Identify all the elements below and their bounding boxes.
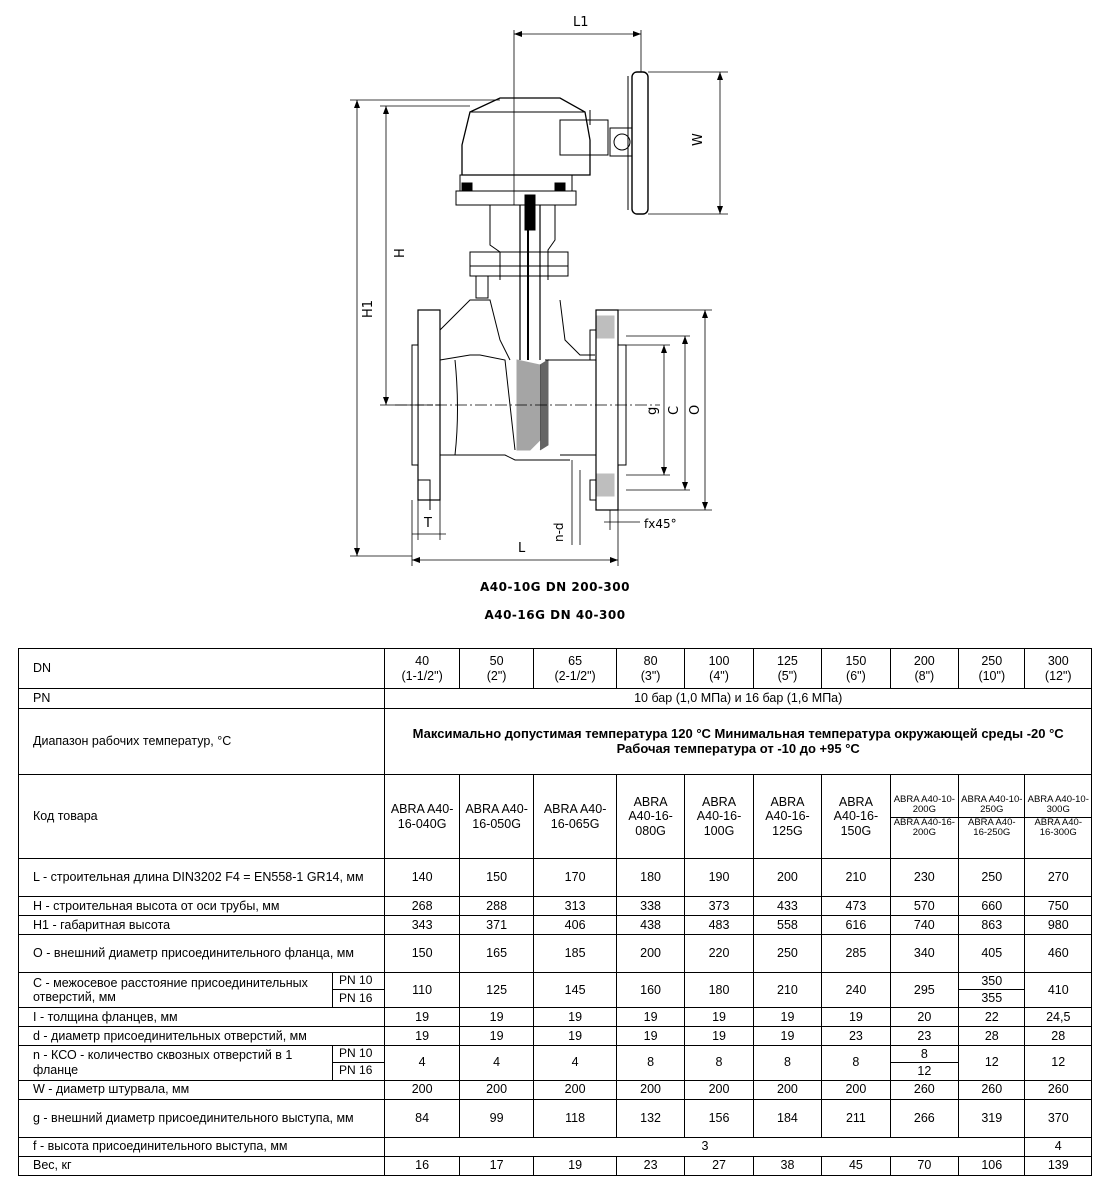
code-cell: ABRA A40-16-080G xyxy=(616,775,684,859)
row-label: H1 - габаритная высота xyxy=(19,916,385,935)
pn10-label: PN 10 xyxy=(333,973,385,990)
value-cell: 184 xyxy=(753,1099,821,1137)
value-cell: 118 xyxy=(534,1099,617,1137)
value-cell: 200 xyxy=(822,1080,890,1099)
code-cell: ABRA A40-16-125G xyxy=(753,775,821,859)
value-cell: 24,5 xyxy=(1025,1007,1092,1026)
value-cell: 139 xyxy=(1025,1156,1092,1175)
value-cell: 19 xyxy=(534,1156,617,1175)
value-cell: 180 xyxy=(685,973,753,1008)
value-cell: 200 xyxy=(616,935,684,973)
value-cell: 150 xyxy=(385,935,459,973)
value-cell: 343 xyxy=(385,916,459,935)
value-cell: 140 xyxy=(385,859,459,897)
dn-cell: 125 (5") xyxy=(753,649,821,689)
dn-cell: 200 (8") xyxy=(890,649,958,689)
code-cell: ABRA A40-16-100G xyxy=(685,775,753,859)
label-l1: L1 xyxy=(573,15,589,30)
code-cell-split: ABRA A40-10-250G ABRA A40-16-250G xyxy=(959,775,1025,859)
value-cell: 740 xyxy=(890,916,958,935)
value-cell: 16 xyxy=(385,1156,459,1175)
pn16-label: PN 16 xyxy=(333,1063,385,1080)
label-h1: H1 xyxy=(361,299,376,318)
value-cell: 125 xyxy=(459,973,533,1008)
value-cell: 12 xyxy=(890,1063,958,1080)
value-cell: 268 xyxy=(385,897,459,916)
value-cell: 106 xyxy=(959,1156,1025,1175)
value-cell: 19 xyxy=(459,1007,533,1026)
pn10-label: PN 10 xyxy=(333,1045,385,1062)
row-label: W - диаметр штурвала, мм xyxy=(19,1080,385,1099)
value-cell: 20 xyxy=(890,1007,958,1026)
value-cell: 483 xyxy=(685,916,753,935)
value-cell: 19 xyxy=(753,1007,821,1026)
label-f: fx45° xyxy=(644,517,677,531)
value-cell: 355 xyxy=(959,990,1025,1007)
caption-line-1: A40-10G DN 200-300 xyxy=(480,580,630,594)
value-cell: 410 xyxy=(1025,973,1092,1008)
row-label: d - диаметр присоединительных отверстий, мм xyxy=(19,1026,385,1045)
value-cell: 266 xyxy=(890,1099,958,1137)
dn-cell: 50 (2") xyxy=(459,649,533,689)
value-cell: 19 xyxy=(685,1026,753,1045)
value-cell: 200 xyxy=(459,1080,533,1099)
value-cell: 200 xyxy=(616,1080,684,1099)
value-cell: 340 xyxy=(890,935,958,973)
value-cell: 19 xyxy=(753,1026,821,1045)
value-cell: 350 xyxy=(959,973,1025,990)
label-h: H xyxy=(393,248,408,258)
row-f xyxy=(19,1137,1092,1156)
value-cell: 295 xyxy=(890,973,958,1008)
value-cell: 200 xyxy=(685,1080,753,1099)
value-cell: 473 xyxy=(822,897,890,916)
value-cell: 200 xyxy=(753,859,821,897)
row-label: Вес, кг xyxy=(19,1156,385,1175)
value-cell: 170 xyxy=(534,859,617,897)
code-cell: ABRA A40-16-150G xyxy=(822,775,890,859)
value-cell: 4 xyxy=(385,1045,459,1080)
temp-value: Максимально допустимая температура 120 °С Минимальная температура окружающей среды -20 °С Рабочая температура от -10 до +95 °С xyxy=(385,709,1092,775)
value-cell: 438 xyxy=(616,916,684,935)
value-cell: 260 xyxy=(890,1080,958,1099)
dn-cell: 80 (3") xyxy=(616,649,684,689)
value-cell: 250 xyxy=(959,859,1025,897)
value-cell: 180 xyxy=(616,859,684,897)
dn-cell: 100 (4") xyxy=(685,649,753,689)
row-O xyxy=(19,935,1092,973)
value-cell: 110 xyxy=(385,973,459,1008)
value-cell: 150 xyxy=(459,859,533,897)
row-label: f - высота присоединительного выступа, мм xyxy=(19,1137,385,1156)
value-cell: 220 xyxy=(685,935,753,973)
value-cell: 980 xyxy=(1025,916,1092,935)
value-cell: 19 xyxy=(459,1026,533,1045)
value-cell: 210 xyxy=(822,859,890,897)
value-cell: 28 xyxy=(1025,1026,1092,1045)
value-cell: 240 xyxy=(822,973,890,1008)
value-cell: 460 xyxy=(1025,935,1092,973)
value-cell: 270 xyxy=(1025,859,1092,897)
value-cell: 145 xyxy=(534,973,617,1008)
row-g xyxy=(19,1099,1092,1137)
row-label: O - внешний диаметр присоединительного фланца, мм xyxy=(19,935,385,973)
value-cell: 260 xyxy=(959,1080,1025,1099)
value-cell: 4 xyxy=(534,1045,617,1080)
code-cell: ABRA A40-16-040G xyxy=(385,775,459,859)
row-label: I - толщина фланцев, мм xyxy=(19,1007,385,1026)
row-label: n - КСО - количество сквозных отверстий в 1 фланце xyxy=(19,1045,333,1080)
dn-label: DN xyxy=(19,649,385,689)
value-cell: 3 xyxy=(385,1137,1025,1156)
value-cell: 406 xyxy=(534,916,617,935)
row-temperature xyxy=(19,709,1092,775)
value-cell: 8 xyxy=(822,1045,890,1080)
value-cell: 200 xyxy=(385,1080,459,1099)
value-cell: 165 xyxy=(459,935,533,973)
row-pn xyxy=(19,689,1092,709)
code-label: Код товара xyxy=(19,775,385,859)
dn-cell: 65 (2-1/2") xyxy=(534,649,617,689)
row-codes xyxy=(19,775,1092,859)
pn16-label: PN 16 xyxy=(333,990,385,1007)
value-cell: 23 xyxy=(616,1156,684,1175)
label-o: O xyxy=(688,404,703,415)
row-label: L - строительная длина DIN3202 F4 = EN558-1 GR14, мм xyxy=(19,859,385,897)
value-cell: 19 xyxy=(385,1007,459,1026)
spec-table xyxy=(18,648,1092,1176)
value-cell: 4 xyxy=(1025,1137,1092,1156)
value-cell: 750 xyxy=(1025,897,1092,916)
value-cell: 371 xyxy=(459,916,533,935)
label-t: T xyxy=(424,516,432,531)
value-cell: 12 xyxy=(1025,1045,1092,1080)
value-cell: 19 xyxy=(685,1007,753,1026)
row-L xyxy=(19,859,1092,897)
value-cell: 373 xyxy=(685,897,753,916)
value-cell: 210 xyxy=(753,973,821,1008)
value-cell: 45 xyxy=(822,1156,890,1175)
value-cell: 19 xyxy=(534,1007,617,1026)
row-label: g - внешний диаметр присоединительного выступа, мм xyxy=(19,1099,385,1137)
code-cell-split: ABRA A40-10-300G ABRA A40-16-300G xyxy=(1025,775,1092,859)
dn-cell: 40 (1-1/2") xyxy=(385,649,459,689)
value-cell: 200 xyxy=(534,1080,617,1099)
dn-cell: 300 (12") xyxy=(1025,649,1092,689)
value-cell: 4 xyxy=(459,1045,533,1080)
value-cell: 22 xyxy=(959,1007,1025,1026)
value-cell: 19 xyxy=(616,1026,684,1045)
value-cell: 17 xyxy=(459,1156,533,1175)
value-cell: 19 xyxy=(534,1026,617,1045)
label-w: W xyxy=(691,133,706,146)
row-H1 xyxy=(19,916,1092,935)
value-cell: 288 xyxy=(459,897,533,916)
value-cell: 338 xyxy=(616,897,684,916)
valve-drawing xyxy=(340,0,780,640)
value-cell: 405 xyxy=(959,935,1025,973)
value-cell: 38 xyxy=(753,1156,821,1175)
value-cell: 250 xyxy=(753,935,821,973)
value-cell: 70 xyxy=(890,1156,958,1175)
value-cell: 319 xyxy=(959,1099,1025,1137)
value-cell: 23 xyxy=(890,1026,958,1045)
label-g: g xyxy=(645,406,660,415)
row-W xyxy=(19,1080,1092,1099)
temp-label: Диапазон рабочих температур, °С xyxy=(19,709,385,775)
dn-cell: 250 (10") xyxy=(959,649,1025,689)
code-cell: ABRA A40-16-050G xyxy=(459,775,533,859)
value-cell: 27 xyxy=(685,1156,753,1175)
value-cell: 200 xyxy=(753,1080,821,1099)
value-cell: 190 xyxy=(685,859,753,897)
row-mass xyxy=(19,1156,1092,1175)
value-cell: 863 xyxy=(959,916,1025,935)
value-cell: 313 xyxy=(534,897,617,916)
value-cell: 8 xyxy=(753,1045,821,1080)
row-dn xyxy=(19,649,1092,689)
value-cell: 84 xyxy=(385,1099,459,1137)
value-cell: 132 xyxy=(616,1099,684,1137)
label-c: C xyxy=(667,405,682,415)
row-n-pn10 xyxy=(19,1045,1092,1062)
value-cell: 570 xyxy=(890,897,958,916)
row-label: С - межосевое расстояние присоединительных отверстий, мм xyxy=(19,973,333,1008)
value-cell: 12 xyxy=(959,1045,1025,1080)
value-cell: 211 xyxy=(822,1099,890,1137)
value-cell: 19 xyxy=(822,1007,890,1026)
row-I xyxy=(19,1007,1092,1026)
value-cell: 156 xyxy=(685,1099,753,1137)
row-label: H - строительная высота от оси трубы, мм xyxy=(19,897,385,916)
value-cell: 8 xyxy=(685,1045,753,1080)
value-cell: 8 xyxy=(890,1045,958,1062)
value-cell: 185 xyxy=(534,935,617,973)
row-C-pn10 xyxy=(19,973,1092,990)
value-cell: 23 xyxy=(822,1026,890,1045)
label-nd: n-d xyxy=(552,522,566,542)
value-cell: 660 xyxy=(959,897,1025,916)
value-cell: 19 xyxy=(385,1026,459,1045)
value-cell: 99 xyxy=(459,1099,533,1137)
pn-value: 10 бар (1,0 МПа) и 16 бар (1,6 МПа) xyxy=(385,689,1092,709)
code-cell-split: ABRA A40-10-200G ABRA A40-16-200G xyxy=(890,775,958,859)
value-cell: 616 xyxy=(822,916,890,935)
value-cell: 19 xyxy=(616,1007,684,1026)
dn-cell: 150 (6") xyxy=(822,649,890,689)
value-cell: 160 xyxy=(616,973,684,1008)
caption-line-2: A40-16G DN 40-300 xyxy=(484,608,626,622)
value-cell: 370 xyxy=(1025,1099,1092,1137)
value-cell: 230 xyxy=(890,859,958,897)
value-cell: 260 xyxy=(1025,1080,1092,1099)
value-cell: 28 xyxy=(959,1026,1025,1045)
value-cell: 8 xyxy=(616,1045,684,1080)
value-cell: 558 xyxy=(753,916,821,935)
row-H xyxy=(19,897,1092,916)
label-l: L xyxy=(518,541,526,556)
value-cell: 433 xyxy=(753,897,821,916)
row-d xyxy=(19,1026,1092,1045)
pn-label: PN xyxy=(19,689,385,709)
code-cell: ABRA A40-16-065G xyxy=(534,775,617,859)
value-cell: 285 xyxy=(822,935,890,973)
